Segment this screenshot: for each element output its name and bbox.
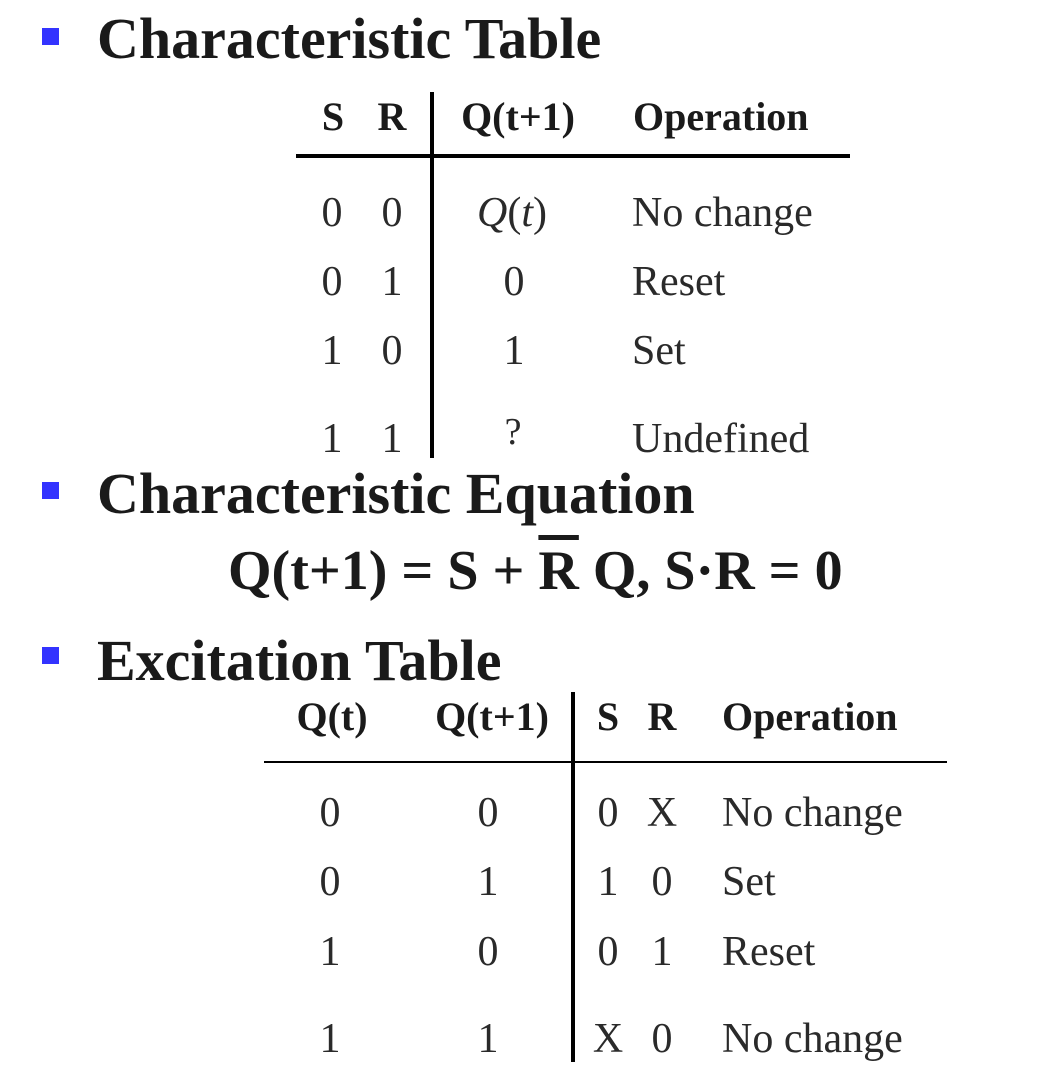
cell-operation: Undefined bbox=[632, 416, 810, 462]
cell-next-state: 1 bbox=[477, 859, 499, 905]
cell-s: 0 bbox=[597, 929, 619, 975]
table-header-rule bbox=[264, 761, 947, 763]
cell-r: 1 bbox=[381, 416, 403, 462]
characteristic-equation bbox=[228, 540, 843, 602]
cell-next-state: 1 bbox=[477, 1016, 499, 1062]
header-s: S bbox=[321, 94, 345, 139]
cell-r: 1 bbox=[381, 259, 403, 305]
header-r: R bbox=[647, 694, 677, 739]
cell-next-state: 0 bbox=[477, 929, 499, 975]
cell-r: 0 bbox=[651, 1016, 673, 1062]
cell-next-state: 0 bbox=[503, 259, 525, 305]
header-operation: Operation bbox=[722, 694, 898, 739]
cell-present-state: 0 bbox=[319, 859, 341, 905]
table-header-rule bbox=[296, 154, 850, 158]
cell-r: 0 bbox=[381, 328, 403, 374]
cell-present-state: 1 bbox=[319, 1016, 341, 1062]
cell-r: 0 bbox=[651, 859, 673, 905]
cell-s: 1 bbox=[321, 328, 343, 374]
cell-next-state: 0 bbox=[477, 790, 499, 836]
cell-r: 1 bbox=[651, 929, 673, 975]
cell-operation: Reset bbox=[632, 259, 726, 305]
cell-present-state: 1 bbox=[319, 929, 341, 975]
cell-next-state: 1 bbox=[503, 328, 525, 374]
cell-operation: No change bbox=[722, 790, 903, 836]
characteristic-equation-heading: Characteristic Equation bbox=[97, 461, 695, 526]
header-present-state: Q(t) bbox=[296, 694, 368, 739]
cell-s: X bbox=[592, 1016, 624, 1062]
characteristic-table-heading: Characteristic Table bbox=[97, 6, 602, 71]
header-r: R bbox=[377, 94, 407, 139]
bullet-icon bbox=[42, 482, 59, 499]
cell-s: 1 bbox=[597, 859, 619, 905]
cell-operation: Reset bbox=[722, 929, 816, 975]
header-s: S bbox=[596, 694, 620, 739]
bullet-icon bbox=[42, 28, 59, 45]
cell-r: X bbox=[646, 790, 678, 836]
cell-s: 1 bbox=[321, 416, 343, 462]
table-divider bbox=[430, 92, 434, 458]
header-next-state: Q(t+1) bbox=[435, 694, 549, 739]
equation-lhs: Q(t+1) = S + bbox=[228, 540, 539, 602]
table-divider bbox=[571, 692, 575, 1062]
cell-s: 0 bbox=[597, 790, 619, 836]
equation-rhs: Q, S·R = 0 bbox=[578, 540, 843, 602]
cell-s: 0 bbox=[321, 259, 343, 305]
cell-s: 0 bbox=[321, 190, 343, 236]
cell-operation: Set bbox=[722, 859, 776, 905]
cell-next-state: ? bbox=[504, 411, 522, 453]
cell-operation: No change bbox=[722, 1016, 903, 1062]
cell-operation: Set bbox=[632, 328, 686, 374]
equation-r-complement: $\overline{R}$ bbox=[538, 540, 579, 602]
cell-r: 0 bbox=[381, 190, 403, 236]
cell-operation: No change bbox=[632, 190, 813, 236]
bullet-icon bbox=[42, 647, 59, 664]
cell-present-state: 0 bbox=[319, 790, 341, 836]
header-next-state: Q(t+1) bbox=[461, 94, 575, 139]
excitation-table-heading: Excitation Table bbox=[97, 628, 502, 693]
cell-next-state: Q(t) bbox=[476, 190, 548, 236]
header-operation: Operation bbox=[633, 94, 809, 139]
